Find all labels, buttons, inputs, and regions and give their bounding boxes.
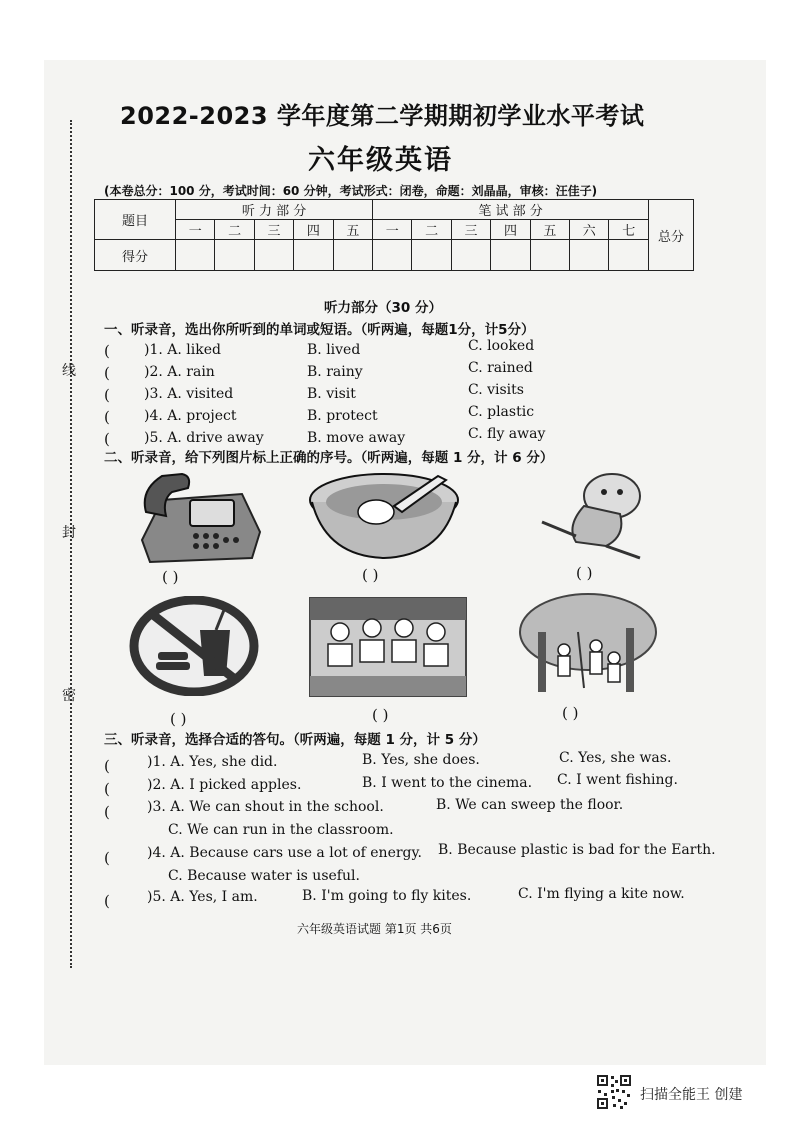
s1-q4-a: )4. A. project <box>144 408 237 424</box>
listening-col-4: 四 <box>294 220 333 240</box>
s1-q4-b: B. protect <box>307 408 378 424</box>
score-cell[interactable] <box>491 240 530 271</box>
pic3-blank[interactable]: ( ) <box>576 564 593 582</box>
s3-blank-4[interactable]: ( <box>104 849 110 867</box>
s1-q4-c: C. plastic <box>468 404 535 420</box>
total-header: 总分 <box>649 200 694 271</box>
s3-blank-1[interactable]: ( <box>104 757 110 775</box>
section3-heading: 三、听录音，选择合适的答句。（听两遍，每题 1 分，计 5 分） <box>104 732 486 748</box>
written-col-6: 六 <box>570 220 609 240</box>
s1-q1-a: )1. A. liked <box>144 342 221 358</box>
score-row-label: 得分 <box>95 240 176 271</box>
s1-q3-c: C. visits <box>468 382 524 398</box>
section1-heading: 一、听录音，选出你所听到的单词或短语。（听两遍，每题1分，计5分） <box>104 322 535 338</box>
score-cell[interactable] <box>333 240 372 271</box>
picking-fruit-picture <box>518 592 658 696</box>
section2-heading: 二、听录音，给下列图片标上正确的序号。（听两遍，每题 1 分，计 6 分） <box>104 450 554 466</box>
s3-q2-b: B. I went to the cinema. <box>362 775 533 791</box>
children-singing-picture <box>308 596 468 698</box>
s3-blank-2[interactable]: ( <box>104 780 110 798</box>
listening-col-2: 二 <box>215 220 254 240</box>
s3-q5-c: C. I'm flying a kite now. <box>518 886 685 902</box>
written-col-7: 七 <box>609 220 649 240</box>
s1-q1-c: C. looked <box>468 338 535 354</box>
listening-header: 听 力 部 分 <box>176 200 373 220</box>
pic4-blank[interactable]: ( ) <box>170 710 187 728</box>
s3-q1-b: B. Yes, she does. <box>362 752 480 768</box>
answer-blank-1[interactable]: ( <box>104 342 110 360</box>
s1-q5-a: )5. A. drive away <box>144 430 264 446</box>
s1-q1-b: B. lived <box>307 342 361 358</box>
s3-blank-3[interactable]: ( <box>104 803 110 821</box>
listening-col-5: 五 <box>333 220 372 240</box>
s3-q3-b: B. We can sweep the floor. <box>436 797 624 813</box>
score-cell[interactable] <box>412 240 451 271</box>
pic2-blank[interactable]: ( ) <box>362 566 379 584</box>
s3-q2-c: C. I went fishing. <box>557 772 678 788</box>
binding-mark-seal: 封 <box>62 525 76 541</box>
listening-col-1: 一 <box>176 220 215 240</box>
page-footer: 六年级英语试题 第1页 共6页 <box>297 922 452 936</box>
score-cell[interactable] <box>176 240 215 271</box>
s1-q3-a: )3. A. visited <box>144 386 234 402</box>
bowl-picture <box>306 470 462 562</box>
exam-subtitle: 六年级英语 <box>308 145 453 176</box>
s3-blank-5[interactable]: ( <box>104 892 110 910</box>
score-cell[interactable] <box>373 240 412 271</box>
s3-q4-c: C. Because water is useful. <box>168 868 360 884</box>
score-cell[interactable] <box>254 240 293 271</box>
answer-blank-2[interactable]: ( <box>104 364 110 382</box>
answer-blank-5[interactable]: ( <box>104 430 110 448</box>
cartoon-picture <box>536 466 656 562</box>
written-col-5: 五 <box>530 220 569 240</box>
s1-q2-c: C. rained <box>468 360 533 376</box>
written-header: 笔 试 部 分 <box>373 200 649 220</box>
written-col-4: 四 <box>491 220 530 240</box>
header-col: 题目 <box>95 200 176 240</box>
score-cell[interactable] <box>294 240 333 271</box>
s3-q4-a: )4. A. Because cars use a lot of energy. <box>147 845 423 861</box>
pic1-blank[interactable]: ( ) <box>162 568 179 586</box>
score-table <box>94 199 694 271</box>
s3-q1-c: C. Yes, she was. <box>559 750 672 766</box>
score-cell[interactable] <box>609 240 649 271</box>
s3-q3-c: C. We can run in the classroom. <box>168 822 394 838</box>
s1-q2-b: B. rainy <box>307 364 363 380</box>
binding-mark-line: 线 <box>62 363 76 379</box>
s3-q4-b: B. Because plastic is bad for the Earth. <box>438 842 716 858</box>
s3-q5-a: )5. A. Yes, I am. <box>147 889 258 905</box>
written-col-3: 三 <box>451 220 490 240</box>
binding-mark-secret: 密 <box>62 688 76 704</box>
s1-q5-b: B. move away <box>307 430 406 446</box>
binding-line <box>70 120 72 968</box>
qr-code-icon <box>596 1074 632 1110</box>
score-cell[interactable] <box>530 240 569 271</box>
s3-q3-a: )3. A. We can shout in the school. <box>147 799 384 815</box>
s3-q5-b: B. I'm going to fly kites. <box>302 888 472 904</box>
listening-col-3: 三 <box>254 220 293 240</box>
answer-blank-3[interactable]: ( <box>104 386 110 404</box>
telephone-picture <box>132 470 266 566</box>
written-col-2: 二 <box>412 220 451 240</box>
no-eating-sign-picture <box>128 596 260 696</box>
pic5-blank[interactable]: ( ) <box>372 706 389 724</box>
pic6-blank[interactable]: ( ) <box>562 704 579 722</box>
s1-q5-c: C. fly away <box>468 426 546 442</box>
part-title: 听力部分（30 分） <box>324 300 442 316</box>
score-cell[interactable] <box>451 240 490 271</box>
score-cell[interactable] <box>215 240 254 271</box>
exam-title: 2022-2023 学年度第二学期期初学业水平考试 <box>120 102 645 130</box>
scanner-watermark: 扫描全能王 创建 <box>640 1087 743 1103</box>
answer-blank-4[interactable]: ( <box>104 408 110 426</box>
score-cell[interactable] <box>570 240 609 271</box>
s3-q1-a: )1. A. Yes, she did. <box>147 754 278 770</box>
exam-info: (本卷总分：100 分，考试时间：60 分钟，考试形式：闭卷，命题：刘晶晶，审核：汪佳子) <box>104 184 598 198</box>
s3-q2-a: )2. A. I picked apples. <box>147 777 302 793</box>
written-col-1: 一 <box>373 220 412 240</box>
s1-q2-a: )2. A. rain <box>144 364 215 380</box>
s1-q3-b: B. visit <box>307 386 356 402</box>
